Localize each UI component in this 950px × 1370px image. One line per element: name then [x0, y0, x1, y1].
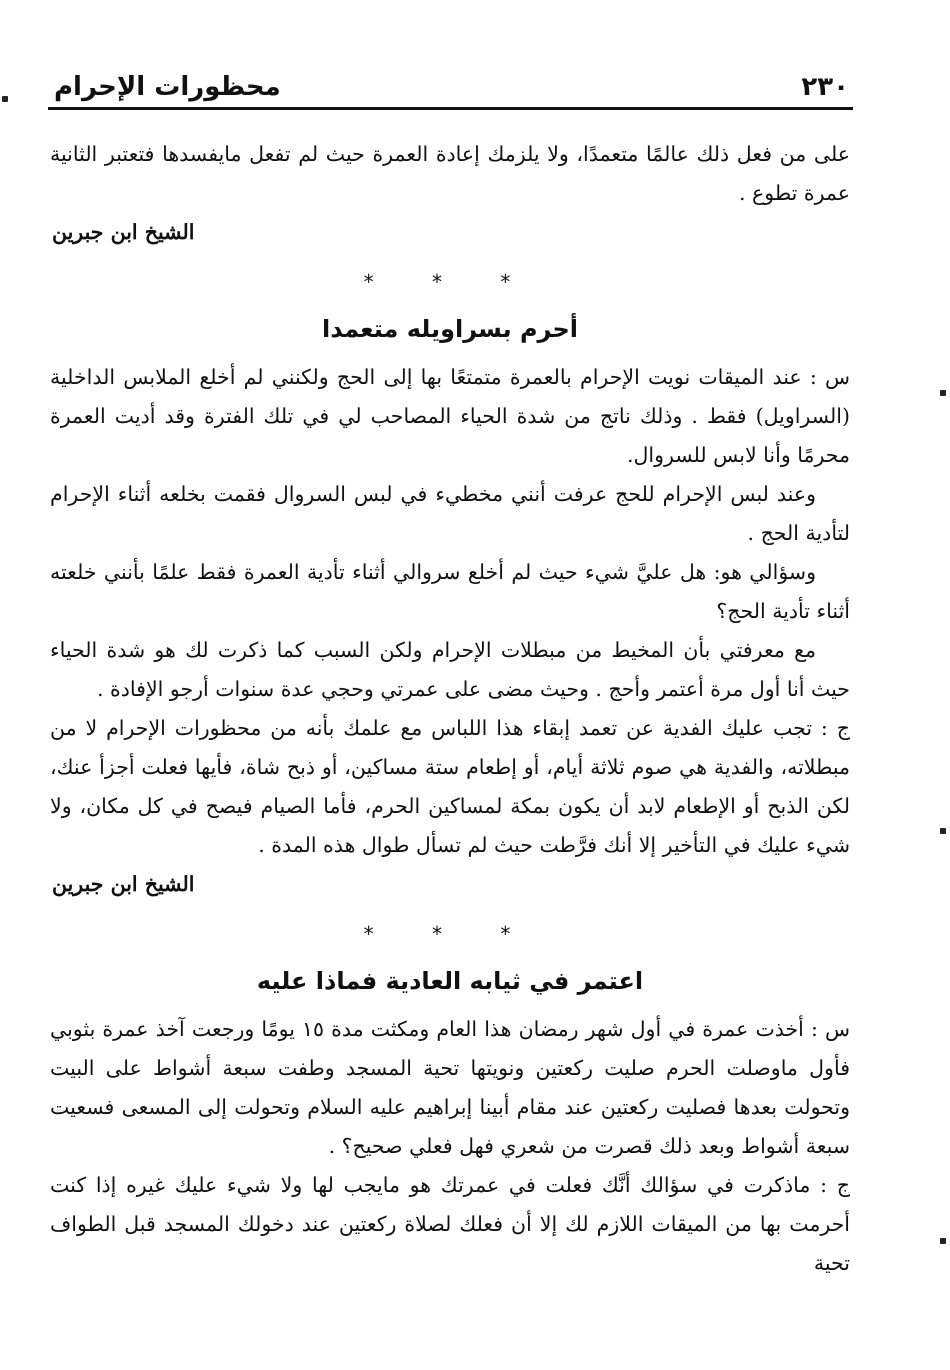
- scan-margin-mark: [940, 390, 946, 396]
- answer-paragraph: ج : تجب عليك الفدية عن تعمد إبقاء هذا اللباس مع علمك بأنه من محظورات الإحرام لا من مبطلاته، والفدية هي صوم ثلاثة أيام، أو إطعام ستة مساكين، أو ذبح شاة، فأيها فعلت أجزأ عنك، لكن الذبح أو الإطعام لابد أن يكون بمكة لمساكين الحرم، فأما الصيام فيصح في كل مكان، ولا شيء عليك في التأخير إلا أنك فرَّطت حيث لم تسأل طوال هذه المدة .: [50, 716, 850, 857]
- section-separator: * * *: [363, 922, 537, 946]
- section-separator: * * *: [363, 270, 537, 294]
- scan-margin-mark: [2, 96, 8, 102]
- signature-ibn-jibreen: الشيخ ابن جبرين: [52, 220, 195, 244]
- question-paragraph: مع معرفتي بأن المخيط من مبطلات الإحرام ولكن السبب كما ذكرت لك هو شدة الحياء حيث أنا أول مرة أعتمر وأحج . وحيث مضى على عمرتي وحجي عدة سنوات أرجو الإفادة .: [50, 638, 850, 701]
- section-heading: اعتمر في ثيابه العادية فماذا عليه: [256, 967, 644, 995]
- question-paragraph: س : عند الميقات نويت الإحرام بالعمرة متمتعًا بها إلى الحج ولكنني لم أخلع الملابس الداخلية (السراويل) فقط . وذلك ناتج من شدة الحياء المصاحب لي في تلك الفترة وقد أديت العمرة محرمًا وأنا لابس للسروال.: [50, 365, 850, 467]
- page-header: [54, 72, 849, 102]
- header-rule: [48, 107, 853, 110]
- scan-margin-mark: [940, 828, 946, 834]
- running-title: محظورات الإحرام: [54, 72, 281, 102]
- signature-ibn-jibreen: الشيخ ابن جبرين: [52, 872, 195, 896]
- question-paragraph: وعند لبس الإحرام للحج عرفت أنني مخطيء في لبس السروال فقمت بخلعه أثناء الإحرام لتأدية الحج .: [50, 482, 850, 545]
- paragraph-continuation: على من فعل ذلك عالمًا متعمدًا، ولا يلزمك إعادة العمرة حيث لم تفعل مايفسدها فتعتبر الثانية عمرة تطوع .: [50, 142, 850, 205]
- section-heading: أحرم بسراويله متعمدا: [321, 315, 578, 343]
- question-paragraph: وسؤالي هو: هل عليَّ شيء حيث لم أخلع سروالي أثناء تأدية العمرة فقط علمًا بأنني خلعته أثناء تأدية الحج؟: [50, 560, 850, 623]
- scan-margin-mark: [940, 1238, 946, 1244]
- answer-paragraph: ج : ماذكرت في سؤالك أنَّك فعلت في عمرتك هو مايجب لها ولا شيء عليك غيره إذا كنت أحرمت بها من الميقات اللازم لك إلا أن فعلك لصلاة ركعتين عند دخولك المسجد قبل الطواف تحية: [50, 1173, 850, 1275]
- question-paragraph: س : أخذت عمرة في أول شهر رمضان هذا العام ومكثت مدة ١٥ يومًا ورجعت آخذ عمرة بثوبي فأول ماوصلت الحرم صليت ركعتين ونويتها تحية المسجد وطفت سبعة أشواط على البيت وتحولت بعدها فصليت ركعتين عند مقام أبينا إبراهيم عليه السلام وتحولت إلى المسعى فسعيت سبعة أشواط وبعد ذلك قصرت من شعري فهل فعلي صحيح؟ .: [50, 1017, 850, 1158]
- page-body: [50, 135, 850, 1283]
- page-number: ٢٣٠: [801, 72, 849, 102]
